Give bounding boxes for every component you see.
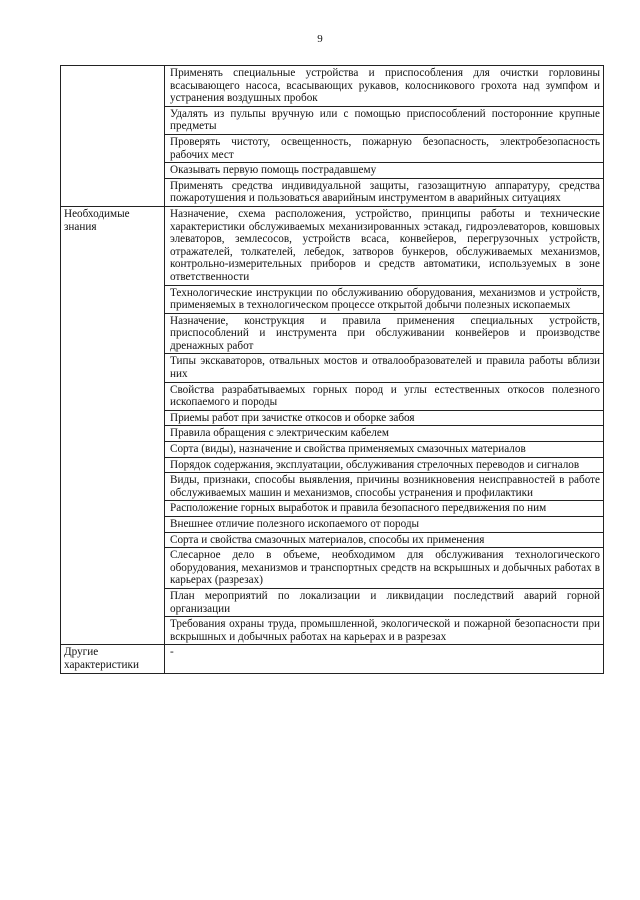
list-item: Проверять чистоту, освещенность, пожарную безопасность, электробезопасность рабочих мест — [165, 134, 603, 162]
table-row-skills — [61, 66, 604, 207]
list-item: Расположение горных выработок и правила безопасного передвижения по ним — [165, 500, 603, 516]
list-item: Виды, признаки, способы выявления, причины возникновения неисправностей в работе обслуживаемых машин и механизмов, способы устранения и профилактики — [165, 472, 603, 500]
row-label — [61, 66, 165, 207]
list-item: Применять средства индивидуальной защиты, газозащитную аппаратуру, средства пожаротушения и пользоваться аварийным инструментом в аварийных ситуациях — [165, 178, 603, 206]
list-item: - — [170, 646, 174, 659]
page-number: 9 — [317, 33, 323, 45]
list-item: Удалять из пульпы вручную или с помощью приспособлений посторонние крупные предметы — [165, 106, 603, 134]
list-item: Свойства разрабатываемых горных пород и углы естественных откосов полезного ископаемого и породы — [165, 382, 603, 410]
list-item: Правила обращения с электрическим кабелем — [165, 425, 603, 441]
list-item: Порядок содержания, эксплуатации, обслуживания стрелочных переводов и сигналов — [165, 457, 603, 473]
list-item: Назначение, схема расположения, устройство, принципы работы и технические характеристики обслуживаемых механизированных эстакад, гидроэлеваторов, ковшовых элеваторов, землесосов, устройств всаса, конвейеров, перегрузочных устройств, отражателей, толкателей, лебедок, затворов бункеров, обслуживаемых механизмов, контрольно-измерительных приборов и средств автоматики, используемых в зоне ответственности — [170, 207, 600, 283]
row-items — [165, 645, 604, 674]
list-item: Сорта и свойства смазочных материалов, способы их применения — [165, 532, 603, 548]
list-item: Требования охраны труда, промышленной, экологической и пожарной безопасности при вскрышных и добычных работах на карьерах и в разрезах — [165, 616, 603, 644]
requirements-table — [60, 65, 604, 674]
list-item: Типы экскаваторов, отвальных мостов и отвалообразователей и правила работы вблизи них — [165, 353, 603, 381]
row-items — [165, 66, 604, 207]
list-item: Внешнее отличие полезного ископаемого от породы — [165, 516, 603, 532]
list-item: Слесарное дело в объеме, необходимом для обслуживания технологического оборудования, механизмов и транспортных средств на вскрышных и добычных работах в карьерах (разрезах) — [165, 547, 603, 588]
table-row-other — [61, 645, 604, 674]
row-label: Необходимые знания — [61, 206, 165, 644]
list-item: Применять специальные устройства и приспособления для очистки горловины всасывающего насоса, всасывающих рукавов, колосникового грохота над зумпфом и устранения воздушных пробок — [170, 67, 600, 105]
row-items — [165, 206, 604, 644]
list-item: Назначение, конструкция и правила применения специальных устройств, приспособлений и инструмента при обслуживании конвейеров и производстве дренажных работ — [165, 313, 603, 354]
table-row-knowledge — [61, 206, 604, 644]
list-item: План мероприятий по локализации и ликвидации последствий аварий горной организации — [165, 588, 603, 616]
list-item: Оказывать первую помощь пострадавшему — [165, 162, 603, 178]
list-item: Сорта (виды), назначение и свойства применяемых смазочных материалов — [165, 441, 603, 457]
list-item: Приемы работ при зачистке откосов и оборке забоя — [165, 410, 603, 426]
row-label: Другие характеристики — [61, 645, 165, 674]
list-item: Технологические инструкции по обслуживанию оборудования, механизмов и устройств, применяемых в технологическом процессе открытой добычи полезных ископаемых — [165, 285, 603, 313]
